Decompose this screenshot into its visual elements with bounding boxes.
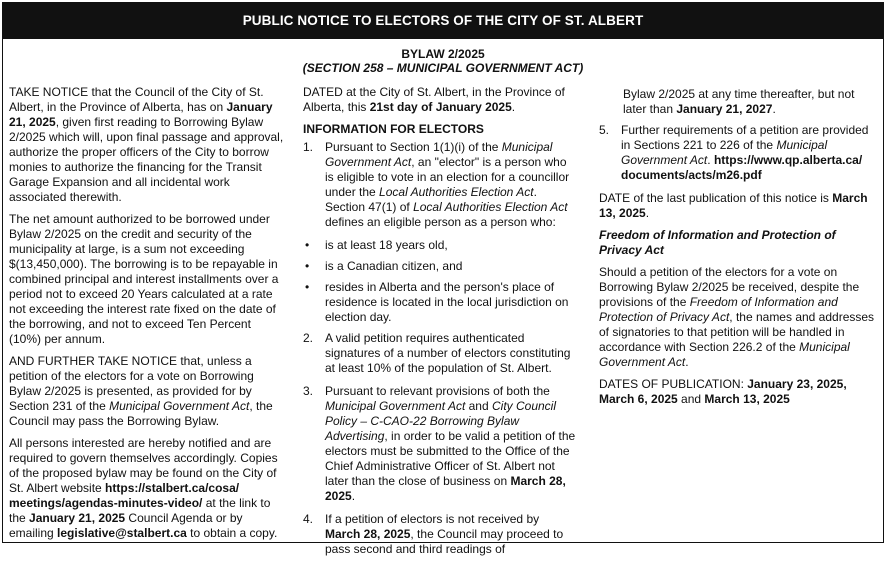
act-title: Municipal Government Act (325, 140, 553, 169)
text-run: and (677, 392, 705, 406)
text-run: TAKE NOTICE that the Council of the City of St. Albert, in the Province of Alberta, has on (9, 85, 264, 114)
text-run: . Section 47(1) of (325, 185, 537, 214)
act-title: Local Authorities Election Act (413, 200, 568, 214)
column-left (9, 85, 285, 548)
legislative-email-link[interactable]: legislative@stalbert.ca (57, 526, 187, 540)
agenda-website-link[interactable]: https://stalbert.ca/cosa/ meetings/agendas-minutes-video/ (9, 481, 240, 510)
text-run: Bylaw 2/2025 at any time thereafter, but not later than (623, 87, 855, 116)
text-run: . (707, 153, 714, 167)
info-item-3 (303, 384, 577, 504)
text-run: . (351, 489, 356, 503)
text-run: If a petition of electors is not received by (325, 512, 540, 526)
bylaw-subhead (3, 47, 883, 75)
info-item-2 (303, 331, 577, 376)
column-right (599, 87, 875, 414)
text-run: DATE of the last publication of this notice is (599, 191, 833, 205)
act-title: Municipal Government Act (621, 138, 828, 167)
latest-date: January 21, 2027 (676, 102, 773, 116)
text-run: A valid petition requires authenticated signatures of a number of electors constituting at least 10% of the population of St. Albert. (325, 331, 571, 375)
text-run: Pursuant to Section 1(1)(i) of the (325, 140, 502, 154)
act-title: Municipal Government Act (109, 399, 250, 413)
bullet-mark: • (305, 259, 310, 273)
text-run: at the link to the (9, 496, 271, 525)
text-run: , given first reading to Borrowing Bylaw 2/2025 which will, upon final passage and approval, authorize the proper officers of the City to borrow monies to authorize the financing for the Transit Garage Expansion and all incidental work associated therewith. (9, 115, 284, 204)
text-run: Pursuant to relevant provisions of both the (325, 384, 550, 398)
text-run: and (465, 399, 492, 413)
notice-body (3, 85, 883, 556)
foi-paragraph (599, 265, 875, 370)
further-notice-paragraph (9, 354, 285, 429)
copies-paragraph (9, 436, 285, 541)
text-run: . (645, 206, 650, 220)
text-run: . (511, 100, 516, 114)
notice-banner (3, 3, 883, 39)
policy-title: City Council Policy – C-CAO-22 Borrowing Bylaw Advertising (325, 399, 557, 443)
take-notice-paragraph (9, 85, 285, 205)
notice-title: PUBLIC NOTICE TO ELECTORS OF THE CITY OF ST. ALBERT (242, 13, 644, 28)
bylaw-section: (SECTION 258 – MUNICIPAL GOVERNMENT ACT) (302, 61, 584, 75)
text-run: Should a petition of the electors for a vote on Borrowing Bylaw 2/2025 be received, despite the provisions of the (599, 265, 860, 309)
text-run: to obtain a copy. (186, 526, 278, 540)
dated-date: 21st day of January 2025 (369, 100, 512, 114)
dated-paragraph (303, 85, 577, 115)
publication-date-final: March 13, 2025 (704, 392, 790, 406)
bullet-text: is a Canadian citizen, and (325, 259, 463, 273)
eligibility-bullet (303, 259, 577, 274)
act-pdf-link[interactable]: https://www.qp.alberta.ca/ documents/acts/m26.pdf (621, 153, 863, 182)
column-middle (303, 85, 577, 565)
info-item-5 (599, 123, 875, 183)
text-run: Council Agenda or by emailing (9, 511, 243, 540)
text-run: , an "elector" is a person who is eligible to vote in an election for a councillor under the (325, 155, 570, 199)
bullet-mark: • (305, 238, 310, 252)
act-title: Municipal Government Act (325, 399, 466, 413)
bullet-text: is at least 18 years old, (325, 238, 448, 252)
text-run: , the names and addresses of signatories to that petition will be handled in accordance with Section 226.2 of the (599, 310, 875, 354)
eligibility-bullet (303, 280, 577, 325)
item-number: 1. (303, 140, 314, 154)
petition-deadline: March 28, 2025 (325, 474, 566, 503)
text-run: DATES OF PUBLICATION: (599, 377, 748, 391)
item-number: 3. (303, 384, 314, 398)
foi-heading: Freedom of Information and Protection of Privacy Act (599, 228, 836, 257)
last-publication-paragraph (599, 191, 875, 221)
text-run: defines an eligible person as a person who: (325, 215, 556, 229)
text-run: , in order to be valid a petition of the electors must be submitted to the Office of the Chief Administrative Officer of St. Albert not later than the close of business on (325, 429, 576, 488)
item-number: 2. (303, 331, 314, 345)
dates-of-publication (599, 377, 875, 407)
net-amount-paragraph: The net amount authorized to be borrowed under Bylaw 2/2025 on the credit and security of the municipality at large, is a sum not exceeding $(13,450,000). The borrowing is to be repayable in combined principal and interest installments over a period not to exceed 20 Years calculated at a rate not exceeding the interest rate fixed on the date of the borrowing, and not to exceed Ten Percent (10%) per annum. (9, 212, 279, 346)
item-number: 5. (599, 123, 610, 137)
text-run: , the Council may pass the Borrowing Bylaw. (9, 399, 273, 428)
petition-deadline: March 28, 2025 (325, 527, 411, 541)
act-title: Local Authorities Election Act (379, 185, 534, 199)
eligibility-bullet (303, 238, 577, 253)
info-item-1 (303, 140, 577, 230)
text-run: AND FURTHER TAKE NOTICE that, unless a petition of the electors for a vote on Borrowing Bylaw 2/2025 is presented, as provided for by Section 231 of the (9, 354, 254, 413)
last-publication-date: March 13, 2025 (599, 191, 868, 220)
info-item-4 (303, 512, 577, 557)
first-reading-date: January 21, 2025 (9, 100, 273, 129)
bullet-mark: • (305, 280, 310, 294)
public-notice (2, 2, 884, 556)
bylaw-number: BYLAW 2/2025 (401, 47, 485, 61)
agenda-date: January 21, 2025 (29, 511, 126, 525)
act-title: Municipal Government Act (599, 340, 850, 369)
text-run: Further requirements of a petition are provided in Sections 221 to 226 of the (621, 123, 869, 152)
info-item-4-continued (599, 87, 875, 117)
item-number: 4. (303, 512, 314, 526)
act-title: Freedom of Information and Protection of Privacy Act (599, 295, 838, 324)
text-run: DATED at the City of St. Albert, in the Province of Alberta, this (303, 85, 565, 114)
text-run: All persons interested are hereby notified and are required to govern themselves accordingly. Copies of the proposed bylaw may be found on the City of St. Albert website (9, 436, 278, 495)
text-run: , the Council may proceed to pass second and third readings of (325, 527, 564, 556)
publication-dates: January 23, 2025, March 6, 2025 (599, 377, 847, 406)
info-heading: INFORMATION FOR ELECTORS (303, 122, 484, 136)
bullet-text: resides in Alberta and the person's place of residence is located in the local jurisdiction on election day. (325, 280, 569, 324)
text-run: . (772, 102, 776, 116)
text-run: . (685, 355, 689, 369)
